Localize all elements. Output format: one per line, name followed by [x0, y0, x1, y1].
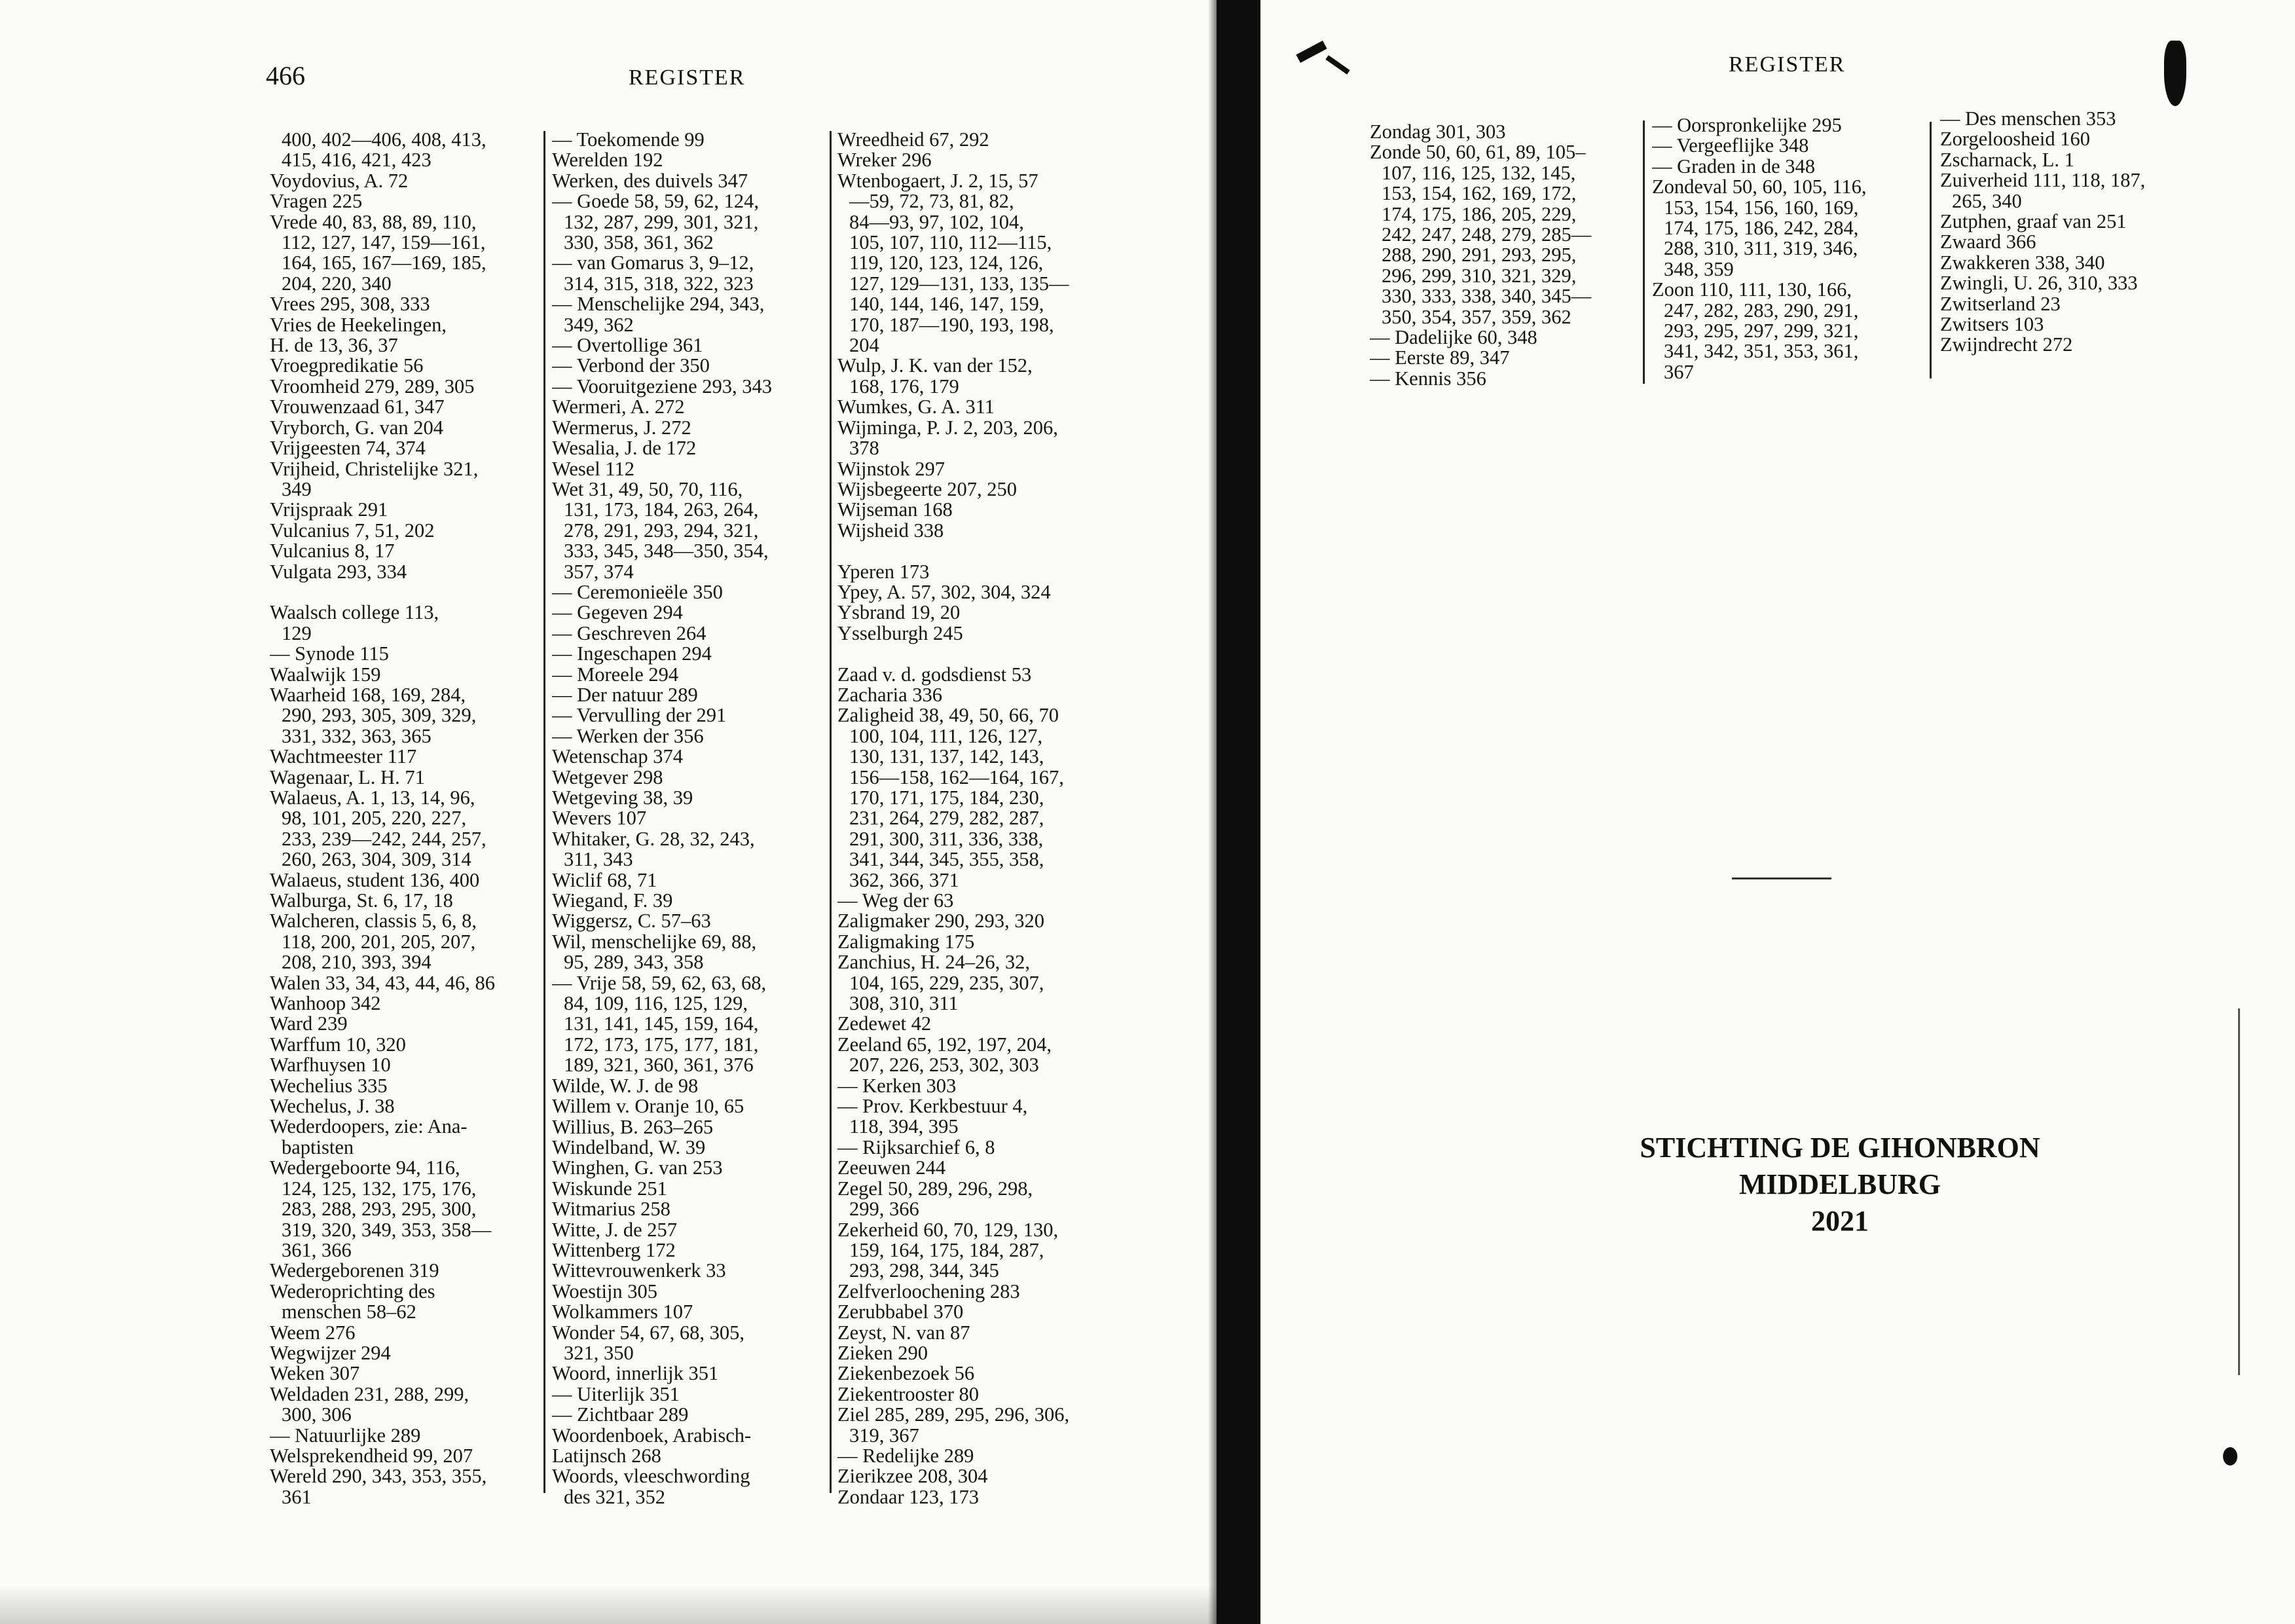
index-entry-line: —59, 72, 73, 81, 82,	[849, 190, 1014, 213]
index-entry-line: Walen 33, 34, 43, 44, 46, 86	[270, 971, 496, 994]
index-entry-line: — Graden in de 348	[1652, 155, 1816, 177]
index-entry-line: — Der natuur 289	[552, 683, 698, 706]
index-entry-line: Wesalia, J. de 172	[552, 437, 697, 460]
index-entry-line: Waarheid 168, 169, 284,	[270, 683, 466, 706]
running-head-left: REGISTER	[629, 65, 746, 90]
column-rule	[543, 131, 545, 1493]
index-entry-line: Ziel 285, 289, 295, 296, 306,	[837, 1403, 1070, 1426]
ink-mark	[1296, 41, 1327, 63]
index-entry-line: 118, 200, 201, 205, 207,	[282, 930, 476, 953]
index-entry-line: Vulgata 293, 334	[270, 560, 407, 583]
index-entry-line: — Toekomende 99	[552, 130, 705, 151]
book-gutter	[1217, 0, 1262, 1624]
index-entry-line: Zierikzee 208, 304	[837, 1465, 988, 1488]
index-entry-line: Vrijgeesten 74, 374	[270, 437, 426, 460]
index-entry-line: Werelden 192	[552, 149, 663, 172]
index-column-4	[1370, 122, 1632, 389]
index-entry-line: Wechelius 335	[270, 1074, 388, 1097]
index-entry-line: Ypey, A. 57, 302, 304, 324	[837, 580, 1051, 603]
index-entry-line: — Goede 58, 59, 62, 124,	[552, 190, 759, 213]
index-entry-line: Wederdoopers, zie: Ana-	[270, 1115, 468, 1138]
index-entry-line: Zscharnack, L. 1	[1940, 148, 2074, 171]
index-entry-line: Zwaard 366	[1940, 231, 2036, 253]
index-entry-line: Voydovius, A. 72	[270, 169, 409, 192]
column-rule	[830, 131, 832, 1493]
index-entry-line: Wijminga, P. J. 2, 203, 206,	[837, 416, 1058, 439]
ink-mark	[2164, 41, 2186, 106]
index-entry-line: 107, 116, 125, 132, 145,	[1382, 161, 1576, 184]
index-entry-line: 174, 175, 186, 242, 284,	[1664, 217, 1859, 240]
index-entry-line: 129	[282, 621, 312, 644]
index-entry-line: 204, 220, 340	[282, 272, 392, 295]
running-head-right: REGISTER	[1729, 52, 1846, 77]
index-entry-line: 350, 354, 357, 359, 362	[1382, 305, 1571, 328]
index-entry-line: — Menschelijke 294, 343,	[552, 293, 765, 316]
index-entry-line: Ziekenbezoek 56	[837, 1362, 975, 1385]
index-entry-line: Wittenberg 172	[552, 1238, 676, 1261]
column-rule	[1643, 120, 1645, 384]
index-entry-line: Zeeuwen 244	[837, 1156, 946, 1179]
index-entry-line: 84, 109, 116, 125, 129,	[564, 992, 748, 1015]
index-entry-line: 288, 310, 311, 319, 346,	[1664, 237, 1858, 260]
index-entry-line: 333, 345, 348—350, 354,	[564, 540, 769, 563]
index-entry-line: Wechelus, J. 38	[270, 1095, 395, 1118]
index-entry-line: — Geschreven 264	[552, 621, 707, 644]
index-entry-line: 300, 306	[282, 1403, 352, 1426]
index-entry-line: Walaeus, student 136, 400	[270, 868, 480, 891]
index-entry-line: Zoon 110, 111, 130, 166,	[1652, 278, 1852, 301]
index-entry-line: Weken 307	[270, 1362, 360, 1385]
index-entry-line: Walcheren, classis 5, 6, 8,	[270, 910, 477, 932]
index-entry-line: 400, 402—406, 408, 413,	[282, 130, 487, 151]
index-entry-line: Wederoprichting des	[270, 1280, 435, 1302]
index-entry-line: — Kerken 303	[837, 1074, 957, 1097]
index-entry-line: — Prov. Kerkbestuur 4,	[837, 1095, 1028, 1118]
index-column-1	[270, 130, 532, 1507]
index-column-2	[552, 130, 827, 1507]
index-entry-line: 415, 416, 421, 423	[282, 149, 431, 172]
index-entry-line: Willius, B. 263–265	[552, 1115, 714, 1138]
index-entry-line: — Vergeeflijke 348	[1652, 134, 1809, 157]
index-entry-line: 321, 350	[564, 1341, 634, 1364]
index-entry-line: Vroomheid 279, 289, 305	[270, 375, 475, 397]
index-entry-line: 156—158, 162—164, 167,	[849, 766, 1064, 788]
index-entry-line: Zelfverloochening 283	[837, 1280, 1020, 1302]
index-entry-line: 330, 358, 361, 362	[564, 231, 714, 254]
index-entry-line: 159, 164, 175, 184, 287,	[849, 1238, 1044, 1261]
index-entry-line: 348, 359	[1664, 257, 1734, 280]
index-entry-line: — Overtollige 361	[552, 334, 703, 357]
index-entry-line: Wittevrouwenkerk 33	[552, 1259, 726, 1282]
index-entry-line: 95, 289, 343, 358	[564, 951, 704, 974]
index-entry-line: Vryborch, G. van 204	[270, 416, 443, 439]
index-entry-line: Werken, des duivels 347	[552, 169, 748, 192]
index-entry-line: Zaad v. d. godsdienst 53	[837, 663, 1032, 686]
index-entry-line: — Kennis 356	[1370, 367, 1486, 390]
index-entry-line: Vries de Heekelingen,	[270, 313, 447, 336]
index-entry-line: Zekerheid 60, 70, 129, 130,	[837, 1218, 1059, 1241]
index-entry-line: 357, 374	[564, 560, 634, 583]
index-entry-line: 168, 176, 179	[849, 375, 959, 397]
index-entry-line: 247, 282, 283, 290, 291,	[1664, 299, 1859, 322]
index-entry-line: Wetenschap 374	[552, 745, 683, 768]
index-entry-line: 112, 127, 147, 159—161,	[282, 231, 486, 254]
index-entry-line: Waalwijk 159	[270, 663, 381, 686]
index-entry-line: Zieken 290	[837, 1341, 928, 1364]
page-shadow	[0, 1585, 1218, 1624]
index-entry-line: — Weg der 63	[837, 889, 954, 912]
index-entry-line: 104, 165, 229, 235, 307,	[849, 971, 1044, 994]
index-entry-line: — Ceremonieële 350	[552, 580, 723, 603]
index-entry-line: 164, 165, 167—169, 185,	[282, 251, 487, 274]
index-entry-line: — Ingeschapen 294	[552, 642, 712, 665]
index-column-6	[1940, 109, 2222, 356]
index-entry-line: 299, 366	[849, 1198, 919, 1221]
index-entry-line: Wiskunde 251	[552, 1177, 667, 1200]
index-entry-line: Wermerus, J. 272	[552, 416, 691, 439]
index-entry-line: — Natuurlijke 289	[270, 1424, 421, 1447]
index-entry-line: Zacharia 336	[837, 683, 943, 706]
index-entry-line: Zwitsers 103	[1940, 313, 2044, 336]
index-entry-line: menschen 58–62	[282, 1301, 416, 1323]
index-entry-line: Vrijspraak 291	[270, 498, 388, 521]
index-entry-line: 319, 367	[849, 1424, 919, 1447]
index-entry-line: Zuiverheid 111, 118, 187,	[1940, 169, 2146, 192]
index-entry-line: 118, 394, 395	[849, 1115, 959, 1138]
index-entry-line: 131, 141, 145, 159, 164,	[564, 1012, 759, 1035]
index-entry-line: Wagenaar, L. H. 71	[270, 766, 425, 788]
index-entry-line: Vrijheid, Christelijke 321,	[270, 457, 479, 480]
index-entry-line: Woestijn 305	[552, 1280, 658, 1302]
index-entry-line: — Synode 115	[270, 642, 389, 665]
index-entry-line: Wedergeboorte 94, 116,	[270, 1156, 460, 1179]
index-entry-line: Zedewet 42	[837, 1012, 932, 1035]
index-entry-line: Zondag 301, 303	[1370, 122, 1506, 143]
index-entry-line: 174, 175, 186, 205, 229,	[1382, 202, 1577, 225]
index-entry-line: — Eerste 89, 347	[1370, 346, 1510, 369]
index-entry-line: 288, 290, 291, 293, 295,	[1382, 244, 1577, 267]
index-entry-line: Zwakkeren 338, 340	[1940, 251, 2105, 274]
index-entry-line: 100, 104, 111, 126, 127,	[849, 724, 1043, 747]
section-gap	[837, 541, 1126, 561]
index-entry-line: 98, 101, 205, 220, 227,	[282, 807, 467, 830]
index-entry-line: Wijsbegeerte 207, 250	[837, 477, 1018, 500]
index-column-3	[837, 130, 1126, 1507]
index-entry-line: — Redelijke 289	[837, 1444, 974, 1467]
index-entry-line: 189, 321, 360, 361, 376	[564, 1054, 754, 1077]
index-entry-line: 124, 125, 132, 175, 176,	[282, 1177, 477, 1200]
index-entry-line: Zorgeloosheid 160	[1940, 128, 2091, 151]
index-entry-line: 311, 343	[564, 848, 633, 871]
index-entry-line: Vrouwenzaad 61, 347	[270, 396, 445, 418]
index-entry-line: Vulcanius 7, 51, 202	[270, 519, 435, 542]
index-entry-line: 233, 239—242, 244, 257,	[282, 827, 487, 850]
index-entry-line: 170, 171, 175, 184, 230,	[849, 786, 1044, 809]
index-entry-line: Zaligheid 38, 49, 50, 66, 70	[837, 704, 1059, 727]
index-entry-line: Zeyst, N. van 87	[837, 1321, 970, 1344]
right-page	[1260, 0, 2295, 1624]
index-entry-line: Ward 239	[270, 1012, 348, 1035]
index-entry-line: Ziekentrooster 80	[837, 1382, 979, 1405]
ink-mark	[1325, 55, 1349, 74]
index-entry-line: 331, 332, 363, 365	[282, 724, 431, 747]
index-entry-line: des 321, 352	[564, 1485, 666, 1508]
index-entry-line: — Vooruitgeziene 293, 343	[552, 375, 773, 397]
index-entry-line: Zwijndrecht 272	[1940, 333, 2073, 356]
index-entry-line: — Verbond der 350	[552, 354, 710, 377]
index-entry-line: 349	[282, 477, 312, 500]
index-entry-line: 153, 154, 162, 169, 172,	[1382, 182, 1577, 205]
index-entry-line: Yperen 173	[837, 560, 930, 583]
index-entry-line: 319, 320, 349, 353, 358—	[282, 1218, 492, 1241]
publisher-name: STICHTING DE GIHONBRON	[1640, 1132, 2040, 1164]
index-entry-line: Wonder 54, 67, 68, 305,	[552, 1321, 745, 1344]
index-entry-line: Zonde 50, 60, 61, 89, 105–	[1370, 141, 1586, 164]
index-entry-line: 105, 107, 110, 112—115,	[849, 231, 1052, 254]
index-entry-line: Wolkammers 107	[552, 1301, 693, 1323]
index-entry-line: Waalsch college 113,	[270, 601, 439, 624]
index-entry-line: 283, 288, 293, 295, 300,	[282, 1198, 477, 1221]
index-entry-line: Weem 276	[270, 1321, 356, 1344]
index-entry-line: baptisten	[282, 1135, 354, 1158]
index-entry-line: — Vrije 58, 59, 62, 63, 68,	[552, 971, 767, 994]
index-entry-line: 361, 366	[282, 1238, 352, 1261]
index-entry-line: — Rijksarchief 6, 8	[837, 1135, 995, 1158]
index-entry-line: 278, 291, 293, 294, 321,	[564, 519, 759, 542]
index-entry-line: 140, 144, 146, 147, 159,	[849, 293, 1044, 316]
publisher-year: 2021	[1811, 1205, 1869, 1237]
column-rule	[1930, 122, 1932, 378]
index-entry-line: 204	[849, 334, 879, 357]
index-entry-line: Zaligmaker 290, 293, 320	[837, 910, 1044, 932]
index-entry-line: Wereld 290, 343, 353, 355,	[270, 1465, 487, 1488]
index-entry-line: 290, 293, 305, 309, 329,	[282, 704, 477, 727]
index-entry-line: 293, 298, 344, 345	[849, 1259, 999, 1282]
index-entry-line: 265, 340	[1952, 189, 2022, 212]
index-entry-line: Wijnstok 297	[837, 457, 945, 480]
index-entry-line: 260, 263, 304, 309, 314	[282, 848, 471, 871]
index-entry-line: Willem v. Oranje 10, 65	[552, 1095, 744, 1118]
index-entry-line: Wedergeborenen 319	[270, 1259, 439, 1282]
index-entry-line: Whitaker, G. 28, 32, 243,	[552, 827, 755, 850]
index-entry-line: Welsprekendheid 99, 207	[270, 1444, 473, 1467]
index-entry-line: Warfhuysen 10	[270, 1054, 391, 1077]
index-entry-line: H. de 13, 36, 37	[270, 334, 398, 357]
publisher-block	[1611, 1130, 2069, 1240]
index-entry-line: — Zichtbaar 289	[552, 1403, 689, 1426]
index-entry-line: — Oorspronkelijke 295	[1652, 115, 1842, 136]
index-entry-line: — Gegeven 294	[552, 601, 683, 624]
index-entry-line: — Werken der 356	[552, 724, 704, 747]
index-entry-line: 130, 131, 137, 142, 143,	[849, 745, 1044, 768]
index-entry-line: Woordenboek, Arabisch-	[552, 1424, 752, 1447]
publisher-city: MIDDELBURG	[1738, 1168, 1941, 1200]
index-entry-line: — Uiterlijk 351	[552, 1382, 680, 1405]
index-entry-line: Woord, innerlijk 351	[552, 1362, 719, 1385]
index-entry-line: Woords, vleeschwording	[552, 1465, 750, 1488]
page-edge-line	[2238, 1008, 2240, 1375]
index-entry-line: Vragen 225	[270, 190, 363, 213]
index-entry-line: Vulcanius 8, 17	[270, 540, 395, 563]
index-entry-line: Wiegand, F. 39	[552, 889, 673, 912]
index-entry-line: 119, 120, 123, 124, 126,	[849, 251, 1044, 274]
index-entry-line: — van Gomarus 3, 9–12,	[552, 251, 754, 274]
gutter-shadow	[1208, 0, 1217, 1624]
index-entry-line: 207, 226, 253, 302, 303	[849, 1054, 1039, 1077]
index-entry-line: 349, 362	[564, 313, 634, 336]
index-entry-line: 170, 187—190, 193, 198,	[849, 313, 1054, 336]
index-entry-line: Zondaar 123, 173	[837, 1485, 979, 1508]
section-gap	[837, 644, 1126, 664]
index-entry-line: Zegel 50, 289, 296, 298,	[837, 1177, 1033, 1200]
index-entry-line: 131, 173, 184, 263, 264,	[564, 498, 759, 521]
index-entry-line: Wetgever 298	[552, 766, 663, 788]
index-entry-line: 308, 310, 311	[849, 992, 959, 1015]
index-entry-line: Witmarius 258	[552, 1198, 670, 1221]
index-entry-line: 291, 300, 311, 336, 338,	[849, 827, 1044, 850]
index-entry-line: Windelband, W. 39	[552, 1135, 706, 1158]
divider-line	[1732, 877, 1831, 879]
index-column-5	[1652, 115, 1914, 382]
index-entry-line: Vrees 295, 308, 333	[270, 293, 430, 316]
index-entry-line: Zondeval 50, 60, 105, 116,	[1652, 175, 1867, 198]
index-entry-line: Ysbrand 19, 20	[837, 601, 961, 624]
index-entry-line: Wulp, J. K. van der 152,	[837, 354, 1033, 377]
index-entry-line: Zanchius, H. 24–26, 32,	[837, 951, 1030, 974]
index-entry-line: Wiclif 68, 71	[552, 868, 657, 891]
index-entry-line: 172, 173, 175, 177, 181,	[564, 1033, 759, 1056]
index-entry-line: Zaligmaking 175	[837, 930, 975, 953]
index-entry-line: Witte, J. de 257	[552, 1218, 678, 1241]
index-entry-line: Walaeus, A. 1, 13, 14, 96,	[270, 786, 475, 809]
index-entry-line: Wijsheid 338	[837, 519, 944, 542]
index-entry-line: 231, 264, 279, 282, 287,	[849, 807, 1044, 830]
index-entry-line: Wiggersz, C. 57–63	[552, 910, 711, 932]
index-entry-line: 84—93, 97, 102, 104,	[849, 210, 1024, 233]
index-entry-line: Wanhoop 342	[270, 992, 381, 1015]
index-entry-line: Wetgeving 38, 39	[552, 786, 693, 809]
index-entry-line: Warffum 10, 320	[270, 1033, 406, 1056]
page-number: 466	[266, 61, 305, 90]
index-entry-line: 361	[282, 1485, 312, 1508]
index-entry-line: 362, 366, 371	[849, 868, 959, 891]
index-entry-line: — Dadelijke 60, 348	[1370, 326, 1537, 349]
index-entry-line: Wreedheid 67, 292	[837, 130, 989, 151]
index-entry-line: 296, 299, 310, 321, 329,	[1382, 264, 1577, 287]
index-entry-line: — Des menschen 353	[1940, 109, 2116, 130]
index-entry-line: Wevers 107	[552, 807, 647, 830]
index-entry-line: Zeeland 65, 192, 197, 204,	[837, 1033, 1052, 1056]
index-entry-line: Wil, menschelijke 69, 88,	[552, 930, 757, 953]
index-entry-line: Wilde, W. J. de 98	[552, 1074, 699, 1097]
index-entry-line: Wtenbogaert, J. 2, 15, 57	[837, 169, 1038, 192]
index-entry-line: 127, 129—131, 133, 135—	[849, 272, 1069, 295]
index-entry-line: 367	[1664, 360, 1694, 383]
index-entry-line: — Moreele 294	[552, 663, 679, 686]
index-entry-line: Vroegpredikatie 56	[270, 354, 424, 377]
index-entry-line: Zutphen, graaf van 251	[1940, 210, 2127, 233]
index-entry-line: 208, 210, 393, 394	[282, 951, 431, 974]
index-entry-line: 314, 315, 318, 322, 323	[564, 272, 754, 295]
index-entry-line: Wesel 112	[552, 457, 635, 480]
index-entry-line: Wijseman 168	[837, 498, 953, 521]
index-entry-line: 341, 344, 345, 355, 358,	[849, 848, 1044, 871]
index-entry-line: Vrede 40, 83, 88, 89, 110,	[270, 210, 477, 233]
index-entry-line: — Vervulling der 291	[552, 704, 727, 727]
ink-mark	[2223, 1447, 2237, 1466]
index-entry-line: Weldaden 231, 288, 299,	[270, 1382, 469, 1405]
index-entry-line: 330, 333, 338, 340, 345—	[1382, 285, 1592, 308]
index-entry-line: Wreker 296	[837, 149, 932, 172]
index-entry-line: Zwingli, U. 26, 310, 333	[1940, 272, 2138, 295]
index-entry-line: Wermeri, A. 272	[552, 396, 685, 418]
index-entry-line: 293, 295, 297, 299, 321,	[1664, 320, 1859, 342]
index-entry-line: 378	[849, 437, 879, 460]
index-entry-line: Wachtmeester 117	[270, 745, 417, 768]
index-entry-line: 341, 342, 351, 353, 361,	[1664, 340, 1859, 363]
index-entry-line: Wumkes, G. A. 311	[837, 396, 995, 418]
index-entry-line: Zerubbabel 370	[837, 1301, 964, 1323]
index-entry-line: Zwitserland 23	[1940, 292, 2061, 315]
index-entry-line: Latijnsch 268	[552, 1445, 661, 1467]
index-entry-line: Wet 31, 49, 50, 70, 116,	[552, 477, 743, 500]
index-entry-line: 132, 287, 299, 301, 321,	[564, 210, 759, 233]
index-entry-line: Wegwijzer 294	[270, 1341, 391, 1364]
section-gap	[270, 582, 532, 602]
index-entry-line: Winghen, G. van 253	[552, 1156, 723, 1179]
index-entry-line: Walburga, St. 6, 17, 18	[270, 889, 453, 912]
index-entry-line: 242, 247, 248, 279, 285—	[1382, 223, 1592, 246]
index-entry-line: 153, 154, 156, 160, 169,	[1664, 196, 1859, 219]
index-entry-line: Ysselburgh 245	[837, 621, 963, 644]
